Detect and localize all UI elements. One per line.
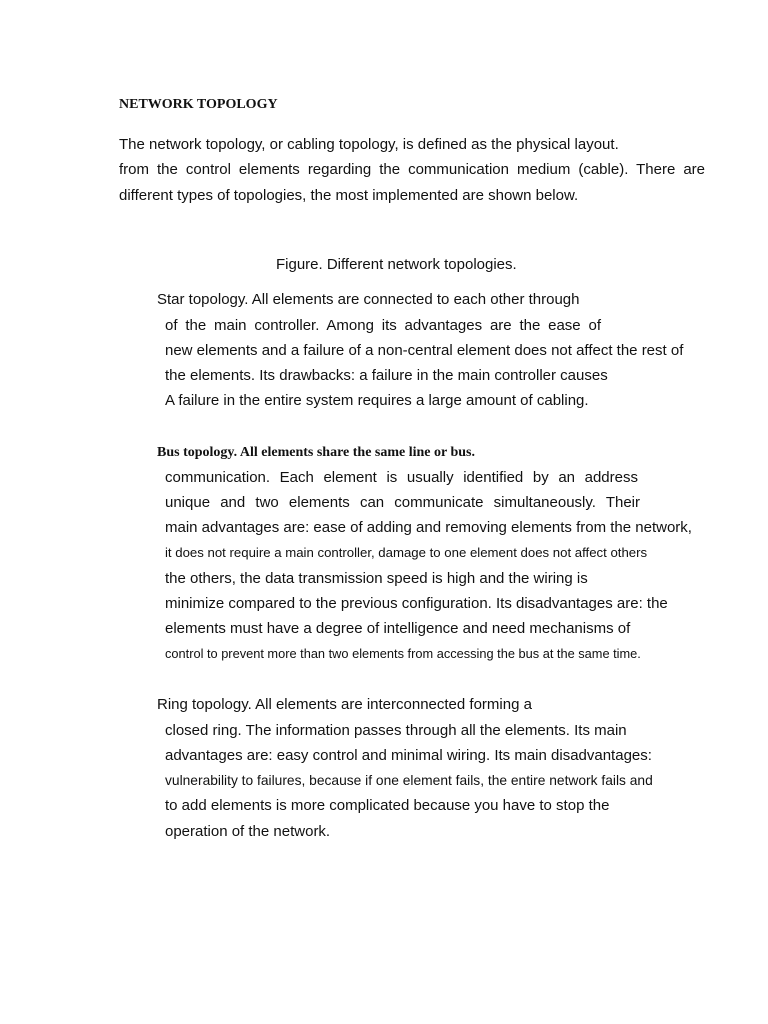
ring-line-5: to add elements is more complicated because you have to stop the xyxy=(165,797,610,814)
bus-line-1: Bus topology. All elements share the same line or bus. xyxy=(157,445,476,460)
bus-line-2: communication. Each element is usually identified by an address xyxy=(165,469,638,486)
bus-bullet-line xyxy=(143,443,475,462)
star-line-3: new elements and a failure of a non-central element does not affect the rest of xyxy=(165,342,684,359)
bus-line-8: elements must have a degree of intelligence and need mechanisms of xyxy=(165,620,631,637)
intro-line-2: from the control elements regarding the communication medium (cable). There are xyxy=(119,161,705,178)
star-line-2: of the main controller. Among its advantages are the ease of xyxy=(165,317,601,334)
ring-line-2: closed ring. The information passes through all the elements. Its main xyxy=(165,722,627,739)
ring-line-4: vulnerability to failures, because if one element fails, the entire network fails and xyxy=(165,773,653,788)
ring-line-1: Ring topology. All elements are interconnected forming a xyxy=(157,696,532,713)
bus-line-4: main advantages are: ease of adding and removing elements from the network, xyxy=(165,519,692,536)
bus-line-7: minimize compared to the previous configuration. Its disadvantages are: the xyxy=(165,595,668,612)
figure-caption: Figure. Different network topologies. xyxy=(276,256,517,273)
star-bullet-line xyxy=(143,291,580,309)
bus-line-6: the others, the data transmission speed is high and the wiring is xyxy=(165,570,588,587)
ring-line-3: advantages are: easy control and minimal wiring. Its main disadvantages: xyxy=(165,747,652,764)
star-line-1: Star topology. All elements are connected to each other through xyxy=(157,291,580,308)
intro-line-3: different types of topologies, the most implemented are shown below. xyxy=(119,187,579,204)
bus-line-3: unique and two elements can communicate simultaneously. Their xyxy=(165,494,640,511)
bus-line-5: it does not require a main controller, damage to one element does not affect others xyxy=(165,545,648,560)
intro-line-1: The network topology, or cabling topology, is defined as the physical layout. xyxy=(119,136,619,153)
star-line-5: A failure in the entire system requires a large amount of cabling. xyxy=(165,392,589,409)
bus-line-9: control to prevent more than two elements from accessing the bus at the same time. xyxy=(165,646,641,661)
ring-bullet-line xyxy=(143,696,532,714)
ring-line-6: operation of the network. xyxy=(165,823,331,840)
star-line-4: the elements. Its drawbacks: a failure in the main controller causes xyxy=(165,367,608,384)
page-title: NETWORK TOPOLOGY xyxy=(119,97,278,112)
